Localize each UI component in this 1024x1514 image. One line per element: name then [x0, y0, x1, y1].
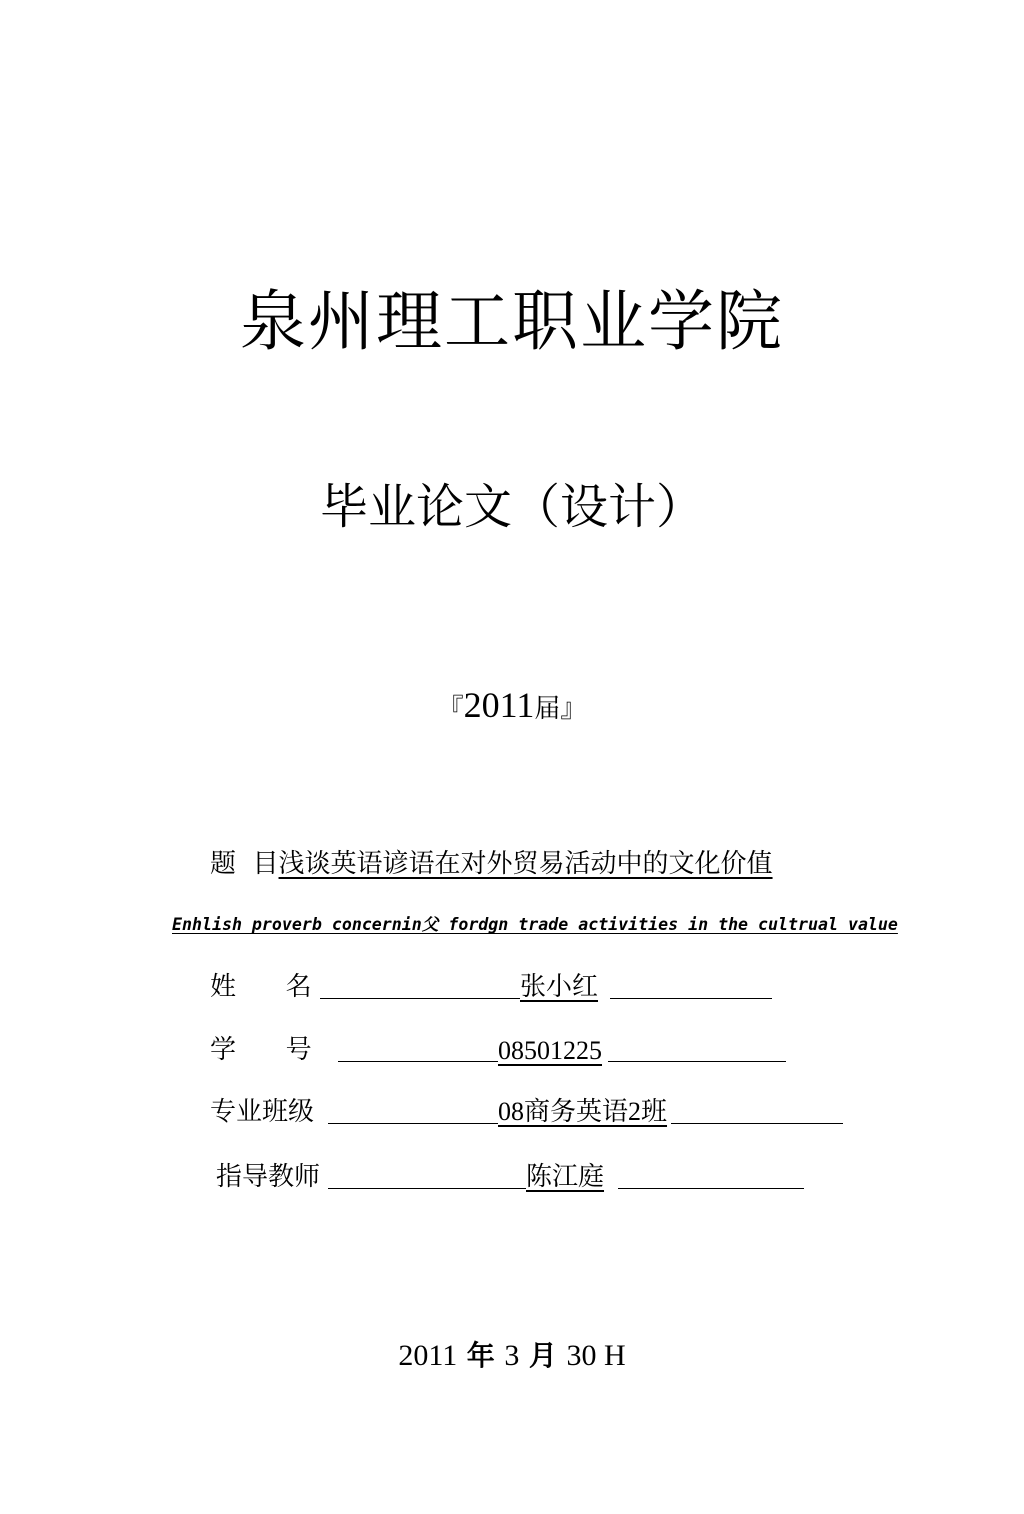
advisor-label: 指导教师 — [216, 1162, 321, 1192]
thesis-title-row — [210, 843, 773, 880]
english-title: Enhlish proverb concernin父 fordgn trade activities in the cultrual value — [172, 915, 898, 934]
name-field — [210, 966, 772, 1003]
student-id-label: 学 号 — [210, 1035, 312, 1065]
advisor-underline-left — [328, 1166, 526, 1189]
student-id-field — [210, 1029, 786, 1066]
thesis-title-label: 题 目 — [210, 849, 279, 879]
major-class-underline-left — [328, 1101, 498, 1124]
advisor-underline-right — [618, 1166, 804, 1189]
cohort-close-bracket: 』 — [560, 694, 587, 724]
date-month-char: 月 — [528, 1339, 557, 1372]
name-value: 张小红 — [520, 972, 599, 1002]
student-id-underline-right — [608, 1039, 786, 1062]
date-year-char: 年 — [466, 1339, 495, 1372]
cohort-year-number: 2011 — [463, 685, 535, 725]
major-class-value: 08商务英语2班 — [498, 1097, 668, 1126]
document-type: 毕业论文（设计） — [319, 479, 704, 535]
advisor-value: 陈江庭 — [526, 1162, 605, 1192]
name-label: 姓 名 — [210, 972, 312, 1002]
name-underline-left — [320, 976, 520, 999]
date-month: 3 — [504, 1339, 520, 1372]
advisor-field — [216, 1156, 804, 1193]
major-class-label: 专业班级 — [210, 1097, 315, 1127]
date-day: 30 H — [566, 1339, 626, 1372]
date-year: 2011 — [398, 1339, 458, 1372]
submission-date — [0, 1334, 1024, 1374]
school-name: 泉州理工职业学院 — [240, 283, 784, 360]
student-id-underline-left — [338, 1039, 498, 1062]
student-id-value: 08501225 — [498, 1036, 602, 1065]
thesis-title-value: 浅谈英语谚语在对外贸易活动中的文化价值 — [278, 849, 773, 879]
name-underline-right — [610, 976, 772, 999]
major-class-field — [210, 1091, 843, 1128]
cohort-suffix: 届 — [534, 694, 561, 724]
cohort-year — [0, 684, 1024, 726]
cohort-open-bracket: 『 — [437, 694, 464, 724]
major-class-underline-right — [671, 1101, 843, 1124]
